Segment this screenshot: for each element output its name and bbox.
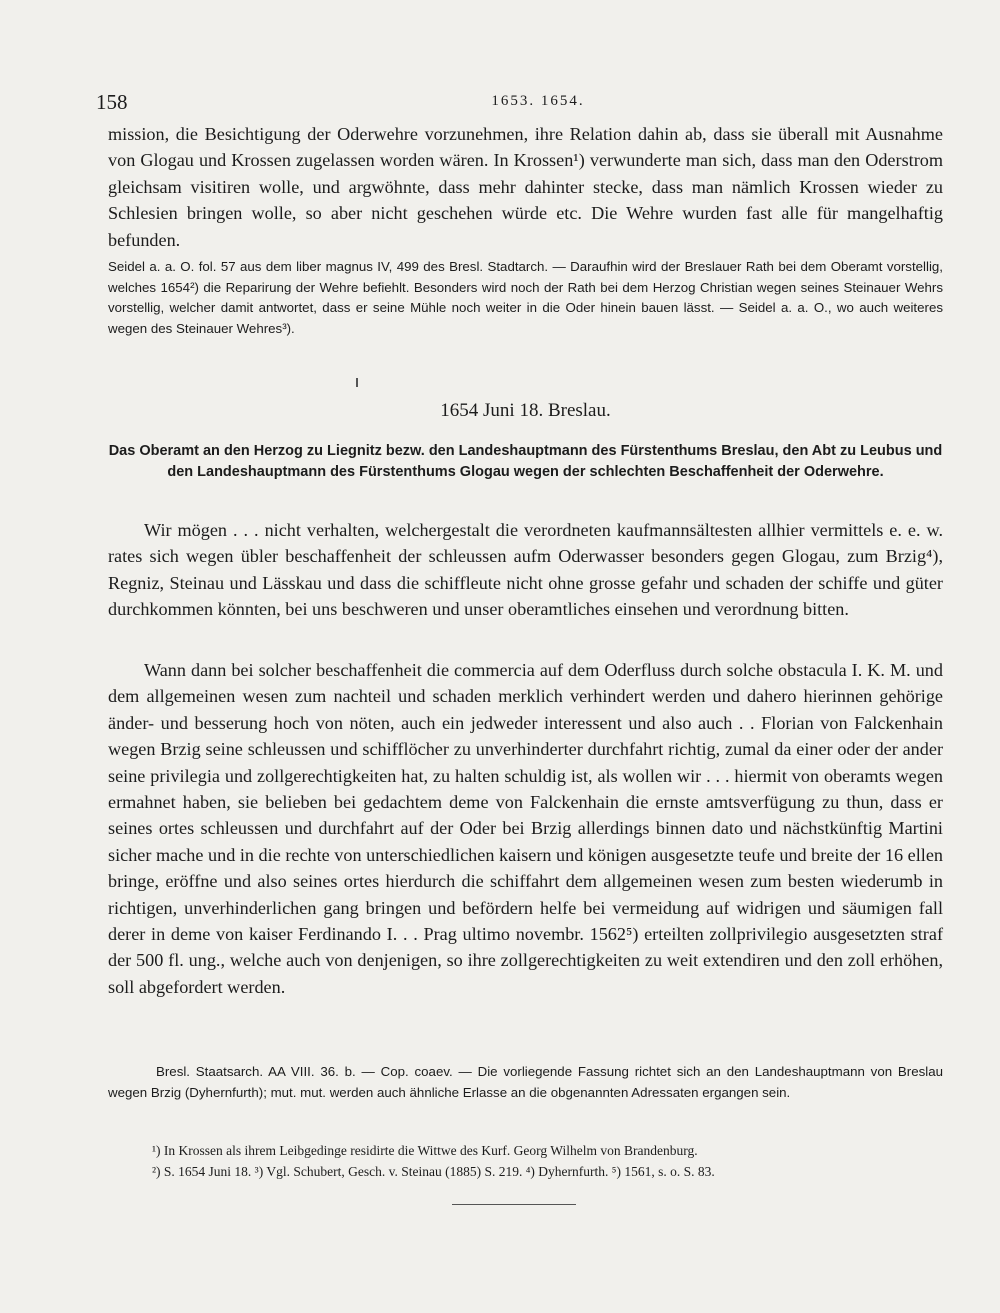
running-head [96, 90, 940, 114]
document-paragraph-1: Wir mögen . . . nicht verhalten, welchergestalt die verordneten kaufmannsältesten allhier vermittels e. e. w. rates sich wegen übler beschaffenheit der schleussen aufm Oderwasser besonders gegen Glogau, zum Brzig⁴), Regniz, Steinau und Lässkau und dass die schiffleute nicht ohne grosse gefahr und schaden der schiffe und güter durchkommen könnten, bei uns beschweren und unser oberamtliches einsehen und verordnung bitten. [108, 520, 943, 620]
page-number: 158 [96, 90, 128, 114]
end-rule [452, 1204, 576, 1205]
footnote-1: ¹) In Krossen als ihrem Leibgedinge residirte die Wittwe des Kurf. Georg Wilhelm von Brandenburg. [152, 1143, 698, 1158]
footnotes [108, 1140, 943, 1182]
margin-tick [356, 378, 358, 387]
continuation-paragraph-block [108, 121, 943, 253]
regest: Das Oberamt an den Herzog zu Liegnitz bezw. den Landeshauptmann des Fürstenthums Breslau, den Abt zu Leubus und den Landeshauptmann des Fürstenthums Glogau wegen der schlechten Beschaffenheit der Oderwehre. [108, 443, 943, 481]
source-note-block [108, 257, 943, 340]
regest-block [108, 441, 943, 484]
archive-note: Bresl. Staatsarch. AA VIII. 36. b. — Cop. coaev. — Die vorliegende Fassung richtet sich an den Landeshauptmann von Breslau wegen Brzig (Dyhernfurth); mut. mut. werden auch ähnliche Erlasse an die obgenannten Adressaten ergangen sein. [108, 1064, 943, 1100]
date-heading-block [108, 400, 943, 422]
running-head-years: 1653. 1654. [491, 93, 585, 109]
document-paragraph-2-block [108, 657, 943, 1000]
document-paragraph-2: Wann dann bei solcher beschaffenheit die commercia auf dem Oderfluss durch solche obstacula I. K. M. und dem allgemeinen wesen zum nachteil und schaden merklich verhindert werden und dahero hierinnen gehörige änder- und besserung hoch von nöten, auch ein jedweder interessent und also auch . . Florian von Falckenhain wegen Brzig seine schleussen und schifflöcher zu unverhinderter durchfahrt richtig, zumal da einer oder der ander seine privilegia und zollgerechtigkeiten hat, zu halten schuldig ist, als wollen wir . . . hiermit von oberamts wegen ermahnet haben, sie belieben bei gedachtem deme von Falckenhain die ernste amtsverfügung zu thun, dass er seines ortes schleussen und durchfahrt auf der Oder bei Brzig allerdings binnen dato und nächstkünftig Martini sicher mache und in die rechte von unterschiedlichen kaisern und königen ausgesetzte teufe und breite der 16 ellen bringe, eröffne und also seines ortes hierdurch die schiffahrt dem allgemeinen wesen zum besten wiederumb in richtigen, unverhinderlichen gang bringen und befördern helfe bei vermeidung auf widrigen und säumigen fall derer in deme von kaiser Ferdinando I. . . Prag ultimo novembr. 1562⁵) erteilten zollprivilegio ausgesetzten straf der 500 fl. ung., welche auch von denjenigen, so ihre zollgerechtigkeiten zu weit extendiren und den zoll erhöhen, soll abgefordert werden. [108, 660, 943, 997]
continuation-paragraph: mission, die Besichtigung der Oderwehre vorzunehmen, ihre Relation dahin ab, dass sie überall mit Ausnahme von Glogau und Krossen zugelassen worden wären. In Krossen¹) verwunderte man sich, dass man den Oderstrom gleichsam visitiren wolle, und argwöhnte, dass mehr dahinter stecke, dass man nämlich Krossen wieder zu Schlesien bringen wolle, so aber nicht geschehen würde etc. Die Wehre wurden fast alle für mangelhaftig befunden. [108, 124, 943, 250]
date-heading: 1654 Juni 18. Breslau. [440, 400, 611, 421]
archive-note-block [108, 1062, 943, 1103]
source-note: Seidel a. a. O. fol. 57 aus dem liber magnus IV, 499 des Bresl. Stadtarch. — Daraufhin wird der Breslauer Rath bei dem Oberamt vorstellig, welches 1654²) die Reparirung der Wehre befiehlt. Besonders wird noch der Rath bei dem Herzog Christian wegen seines Steinauer Wehrs vorstellig, welcher damit antwortet, dass er seine Mühle noch weiter in die Oder hinein bauen lässt. — Seidel a. a. O., wo auch weiteres wegen des Steinauer Wehres³). [108, 259, 943, 337]
footnote-2: ²) S. 1654 Juni 18. ³) Vgl. Schubert, Gesch. v. Steinau (1885) S. 219. ⁴) Dyhernfurth. ⁵) 1561, s. o. S. 83. [152, 1164, 715, 1179]
document-paragraph-1-block [108, 517, 943, 623]
